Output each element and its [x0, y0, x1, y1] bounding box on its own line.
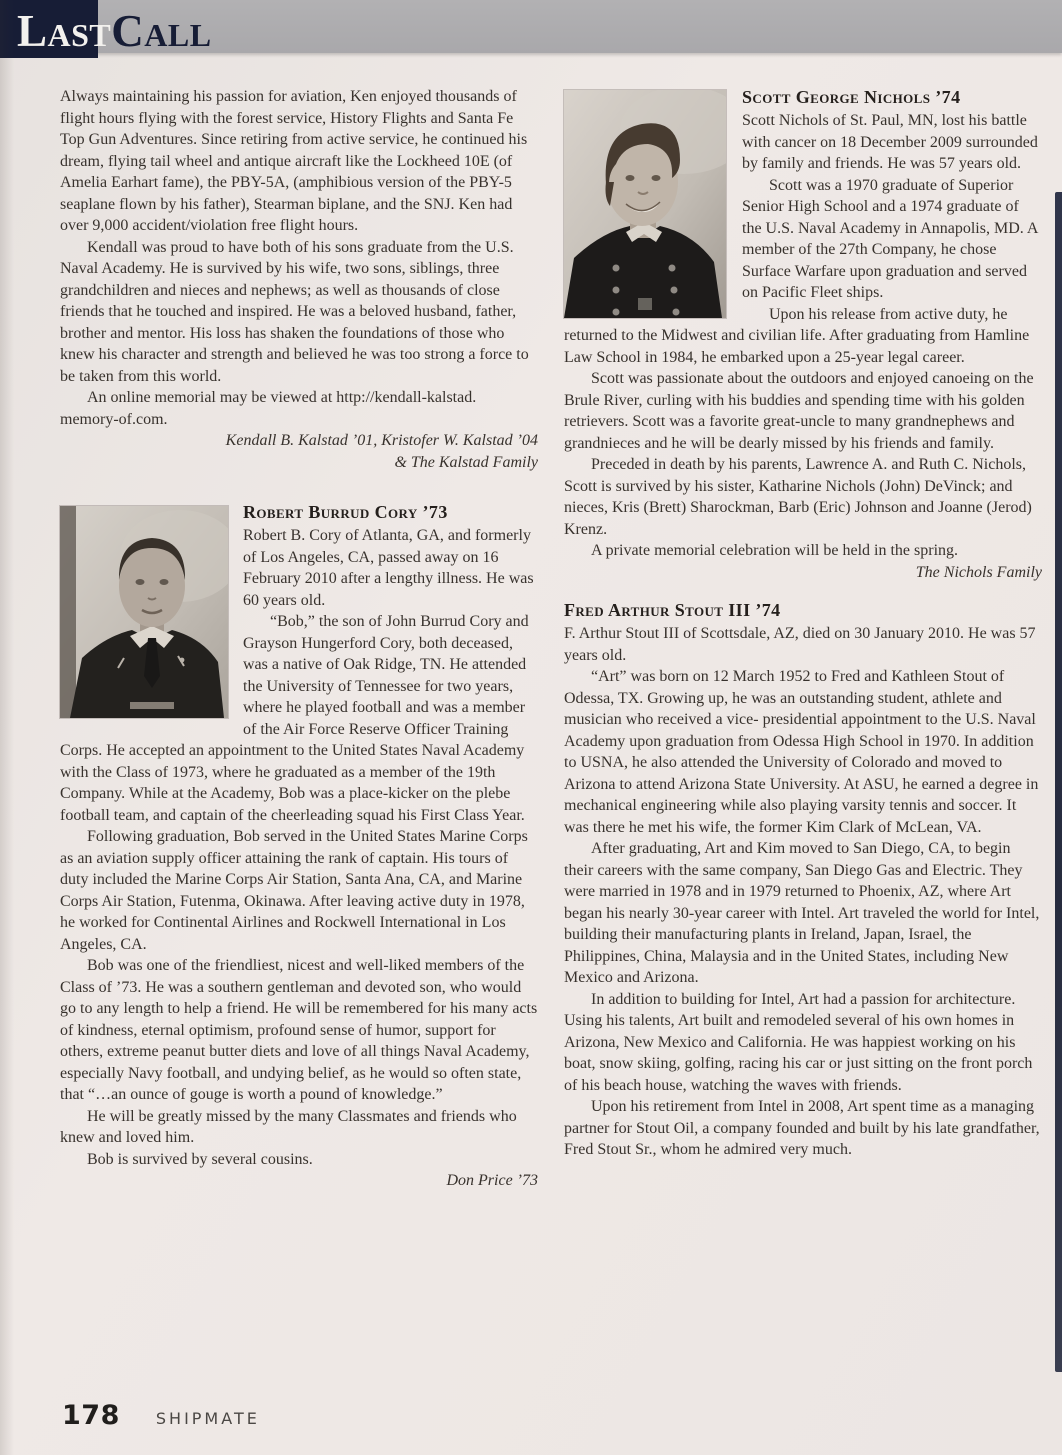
obituary-paragraph: A private memorial celebration will be held in the spring. — [591, 542, 959, 559]
obituary-signature: Don Price ’73 — [446, 1172, 538, 1189]
obituary-paragraph: Bob is survived by several cousins. — [87, 1150, 313, 1168]
obituary-paragraph: F. Arthur Stout III of Scottsdale, AZ, died on 30 January 2010. He was 57 years old. — [564, 625, 1036, 664]
obituary-paragraph: “Bob,” the son of John Burrud Cory and Grayson Hungerford Cory, both deceased, was a native of Oak Ridge, TN. He attended the University of Tennessee for two years, where he played football and was a member of the Air Force Reserve Officer Training Corps. He accepted an appointment to the United States Naval Academy with the Class of 1973, where he graduated as a member of the 19th Company. While at the Academy, Bob was a place-kicker on the plebe football team, and captain of the cheerleading squad his First Class Year. — [60, 613, 529, 824]
page-title-call: Call — [111, 6, 212, 56]
right-column — [564, 86, 1042, 1161]
obituary-paragraph: An online memorial may be viewed at http://kendall-kalstad. memory-of.com. — [60, 389, 477, 428]
obituary-paragraph: Scott was passionate about the outdoors and enjoyed canoeing on the Brule River, curling with his buddies and spending time with his golden retrievers. Scott was a favorite great-uncle to many grandnephews and grandnieces and he will be dearly missed by his friends and family. — [564, 370, 1034, 452]
obituary-paragraph: Bob was one of the friendliest, nicest and well-liked members of the Class of ’73. He was a southern gentleman and devoted son, who would go to any length to help a friend. He will be remembered for his many acts of kindness, eternal optimism, profound sense of humor, support for others, extreme peanut butter diets and love of all things Naval Academy, especially Navy football, and undying belief, as he would so often state, that “…an ounce of gouge is worth a pound of knowledge.” — [60, 957, 538, 1103]
obituary-heading: Scott George Nichols ’74 — [742, 87, 961, 107]
obituary-kalstad — [60, 86, 538, 473]
cory-portrait-photo — [60, 506, 228, 718]
obituary-paragraph: Preceded in death by his parents, Lawrence A. and Ruth C. Nichols, Scott is survived by his sister, Katharine Nichols (John) DeVinck; and nieces, Kris (Brett) Sharockman, Barb (Eric) Johnson and Joanne (Jerod) Krenz. — [564, 456, 1032, 538]
obituary-paragraph: In addition to building for Intel, Art had a passion for architecture. Using his talents, Art built and remodeled several of his own homes in Arizona, New Mexico and California. He was happiest working on his boat, snow skiing, golfing, racing his car or just sitting on the front porch of his beach house, watching the waves with friends. — [564, 990, 1033, 1094]
obituary-cory — [60, 501, 538, 1192]
obituary-paragraph: Scott was a 1970 graduate of Superior Senior High School and a 1974 graduate of the U.S. Naval Academy in Annapolis, MD. A member of the 27th Company, he chose Surface Warfare upon graduation and served on Pacific Fleet ships. — [742, 176, 1038, 301]
obituary-signature: The Nichols Family — [915, 563, 1042, 581]
obituary-heading: Robert Burrud Cory ’73 — [243, 502, 448, 522]
obituary-paragraph: “Art” was born on 12 March 1952 to Fred and Kathleen Stout of Odessa, TX. Growing up, he was an outstanding student, athlete and musician who received a vice- presidential appointment to the U.S. Naval Academy upon graduation from Odessa High School in 1970. In addition to USNA, he also attended the University of Colorado and moved to Arizona to attend Arizona State University. At ASU, he earned a degree in mechanical engineering while also playing varsity tennis and soccer. It was there he met his wife, the former Kim Clark of McLean, VA. — [564, 668, 1039, 836]
left-column — [60, 86, 538, 1192]
nichols-portrait-illustration — [564, 90, 726, 318]
obituary-paragraph: Upon his release from active duty, he returned to the Midwest and civilian life. After graduating from Hamline Law School in 1984, he embarked upon a 25-year legal career. — [564, 305, 1030, 366]
page-number: 178 — [62, 1400, 120, 1431]
obituary-paragraph: Scott Nichols of St. Paul, MN, lost his battle with cancer on 18 December 2009 surrounded by family and friends. He was 57 years old. — [742, 112, 1038, 172]
page-title-last: Last — [17, 6, 112, 56]
cory-portrait-illustration — [60, 506, 228, 718]
obituary-signature: Kendall B. Kalstad ’01, Kristofer W. Kalstad ’04 — [225, 432, 538, 449]
obituary-heading: Fred Arthur Stout III ’74 — [564, 600, 781, 620]
obituary-paragraph: Always maintaining his passion for aviation, Ken enjoyed thousands of flight hours flying with the forest service, History Flights and Santa Fe Top Gun Adventures. Since retiring from active service, he continued his dream, flying tail wheel and antique aircraft like the Lockheed 10E (of Amelia Earhart fame), the PBY-5A, (amphibious version of the PBY-5 seaplane flown by his father), Stearman biplane, and the SNJ. Ken had over 9,000 accident/violation free flight hours. — [60, 88, 528, 234]
obituary-signature: & The Kalstad Family — [394, 453, 538, 471]
obituary-paragraph: Robert B. Cory of Atlanta, GA, and formerly of Los Angeles, CA, passed away on 16 February 2010 after a lengthy illness. He was 60 years old. — [243, 527, 534, 609]
page-binding-edge — [1055, 192, 1062, 1372]
obituary-paragraph: After graduating, Art and Kim moved to San Diego, CA, to begin their careers with the same company, San Diego Gas and Electric. They were married in 1978 and in 1979 returned to Phoenix, AZ, where Art began his nearly 30-year career with Intel. Art traveled the world for Intel, building their manufacturing plants in Ireland, Japan, Israel, the Philippines, China, Malaysia and in the United States, including New Mexico and Arizona. — [564, 840, 1040, 986]
obituary-paragraph: Upon his retirement from Intel in 2008, Art spent time as a managing partner for Stout Oil, a company founded and built by his late grandfather, Fred Stout Sr., whom he admired very much. — [564, 1098, 1040, 1158]
obituary-stout — [564, 599, 1042, 1161]
page-title — [17, 6, 212, 56]
magazine-name: SHIPMATE — [155, 1409, 260, 1428]
obituary-nichols — [564, 86, 1042, 583]
page-footer — [62, 1400, 260, 1431]
nichols-portrait-photo — [564, 90, 726, 318]
obituary-paragraph: Following graduation, Bob served in the United States Marine Corps as an aviation supply officer attaining the rank of captain. His tours of duty included the Marine Corps Air Station, Santa Ana, CA, and Marine Corps Air Station, Futenma, Okinawa. After leaving active duty in 1978, he worked for Continental Airlines and Rockwell International in Los Angeles, CA. — [60, 828, 528, 953]
obituary-paragraph: He will be greatly missed by the many Classmates and friends who knew and loved him. — [60, 1107, 517, 1146]
obituary-paragraph: Kendall was proud to have both of his sons graduate from the U.S. Naval Academy. He is survived by his wife, two sons, siblings, three grandchildren and nieces and nephews; as well as thousands of close friends that he touched and inspired. He was a beloved husband, father, brother and mentor. His loss has shaken the foundations of those who knew his character and strength and believed he was too strong a force to be taken from this world. — [60, 238, 529, 385]
